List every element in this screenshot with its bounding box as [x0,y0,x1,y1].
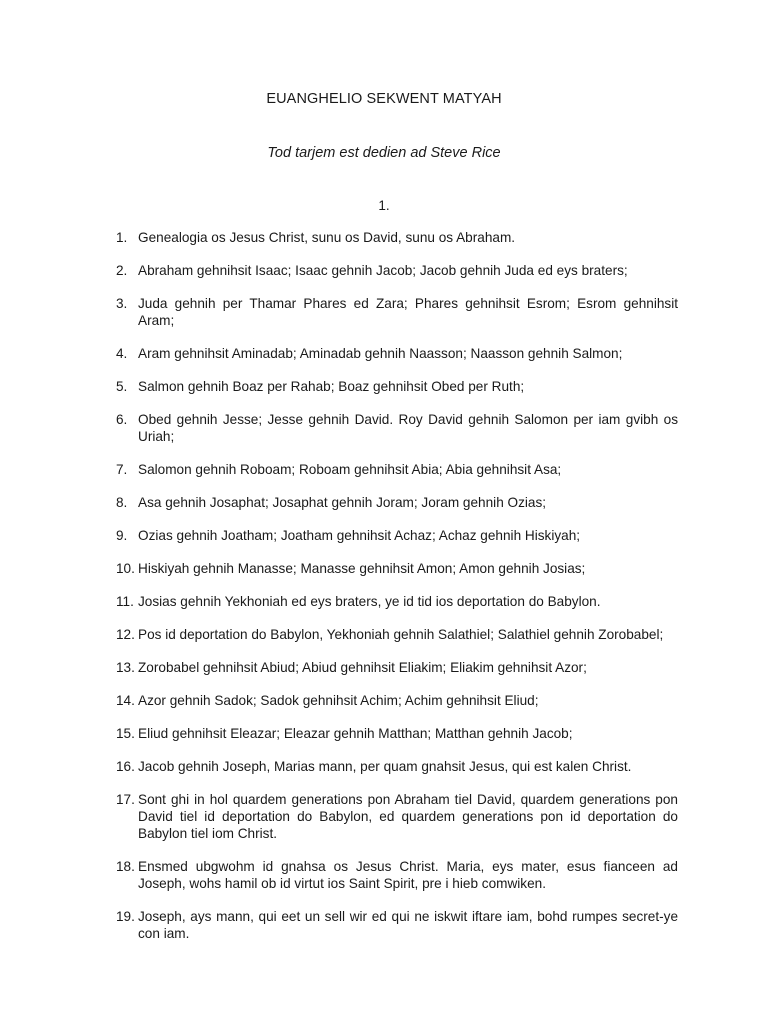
verse-number: 14. [116,693,135,708]
verse-number: 1. [116,230,128,245]
verse-number: 11. [116,594,134,609]
verse-number: 2. [116,263,128,278]
verse-item [116,791,678,842]
verse-item [116,659,678,676]
verse-number: 3. [116,296,128,311]
verse-item [116,461,678,478]
verse-number: 9. [116,528,128,543]
verse-item [116,858,678,892]
verse-item [116,494,678,511]
document-subtitle: Tod tarjem est dedien ad Steve Rice [267,145,501,161]
verse-text: Jacob gehnih Joseph, Marias mann, per quam gnahsit Jesus, qui est kalen Christ. [138,759,632,774]
verse-number: 17. [116,792,135,807]
verse-text: Ozias gehnih Joatham; Joatham gehnihsit Achaz; Achaz gehnih Hiskiyah; [138,528,581,543]
verse-item [116,593,678,610]
verse-item [116,758,678,775]
verse-text: Eliud gehnihsit Eleazar; Eleazar gehnih Matthan; Matthan gehnih Jacob; [138,726,573,741]
verse-item [116,908,678,942]
verse-number: 13. [116,660,135,675]
verse-number: 15. [116,726,135,741]
verse-number: 5. [116,379,128,394]
verse-text: Aram gehnihsit Aminadab; Aminadab gehnih Naasson; Naasson gehnih Salmon; [138,346,623,361]
verse-item [116,725,678,742]
verse-text: Juda gehnih per Thamar Phares ed Zara; Phares gehnihsit Esrom; Esrom gehnihsit Aram; [138,296,678,328]
verse-text: Hiskiyah gehnih Manasse; Manasse gehnihsit Amon; Amon gehnih Josias; [138,561,586,576]
verse-item [116,378,678,395]
verse-item [116,411,678,445]
chapter-number: 1. [378,198,390,213]
verse-text: Abraham gehnihsit Isaac; Isaac gehnih Jacob; Jacob gehnih Juda ed eys braters; [138,263,628,278]
verse-number: 7. [116,462,128,477]
verse-number: 8. [116,495,128,510]
verse-text: Ensmed ubgwohm id gnahsa os Jesus Christ. Maria, eys mater, esus fianceen ad Joseph, wohs hamil ob id virtut ios Saint Spirit, pre i hieb comwiken. [138,859,678,891]
verse-text: Obed gehnih Jesse; Jesse gehnih David. Roy David gehnih Salomon per iam gvibh os Uriah; [138,412,678,444]
verse-number: 4. [116,346,128,361]
verse-item [116,295,678,329]
verse-list [116,229,678,958]
verse-number: 12. [116,627,135,642]
verse-number: 18. [116,859,135,874]
verse-number: 16. [116,759,135,774]
verse-text: Pos id deportation do Babylon, Yekhoniah gehnih Salathiel; Salathiel gehnih Zorobabel; [138,627,664,642]
verse-number: 6. [116,412,128,427]
verse-text: Josias gehnih Yekhoniah ed eys braters, ye id tid ios deportation do Babylon. [138,594,601,609]
verse-item [116,345,678,362]
verse-text: Salmon gehnih Boaz per Rahab; Boaz gehnihsit Obed per Ruth; [138,379,525,394]
verse-item [116,262,678,279]
verse-text: Joseph, ays mann, qui eet un sell wir ed qui ne iskwit iftare iam, bohd rumpes secret-ye con iam. [138,909,678,941]
verse-text: Asa gehnih Josaphat; Josaphat gehnih Joram; Joram gehnih Ozias; [138,495,547,510]
verse-text: Salomon gehnih Roboam; Roboam gehnihsit Abia; Abia gehnihsit Asa; [138,462,562,477]
verse-item [116,626,678,643]
verse-item [116,692,678,709]
verse-item [116,527,678,544]
verse-text: Azor gehnih Sadok; Sadok gehnihsit Achim; Achim gehnihsit Eliud; [138,693,539,708]
verse-number: 19. [116,909,135,924]
verse-item [116,229,678,246]
verse-text: Sont ghi in hol quardem generations pon Abraham tiel David, quardem generations pon David tiel id deportation do Babylon, ed quardem generations pon id deportation do Babylon tiel iom Christ. [138,792,678,841]
verse-text: Zorobabel gehnihsit Abiud; Abiud gehnihsit Eliakim; Eliakim gehnihsit Azor; [138,660,587,675]
verse-text: Genealogia os Jesus Christ, sunu os David, sunu os Abraham. [138,230,516,245]
document-title: EUANGHELIO SEKWENT MATYAH [266,91,502,107]
verse-number: 10. [116,561,135,576]
verse-item [116,560,678,577]
